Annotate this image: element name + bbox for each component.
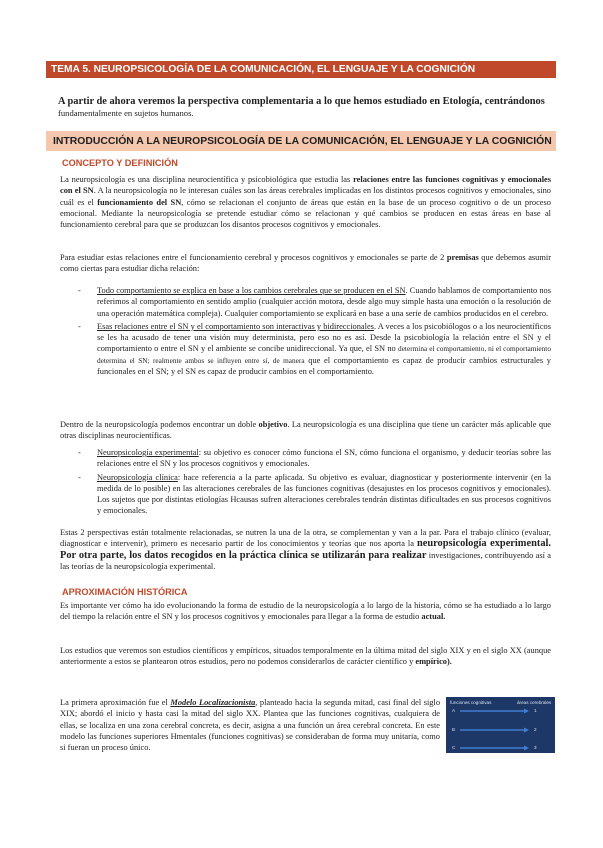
bullet: - bbox=[78, 286, 81, 295]
text-run: : su objetivo es conocer cómo funciona el SN, cómo funciona el organismo, y deducir teorías sobre las relaciones entre el SN y los procesos cognitivos y emocionales. bbox=[97, 448, 551, 469]
text-run: . A veces a los psicobiólogos o a los neurocientíficos se les ha acusado de tener una visión muy determinista, pero eso no es así. Desde la psicobiología la relación entre el SN y el comportamiento o entre el SN y el ambiente se concibe unidireccional. Ya que, el SN no bbox=[97, 321, 551, 354]
arrow-head bbox=[524, 746, 529, 751]
localizacionista-diagram bbox=[446, 697, 555, 753]
underlined-run: Todo comportamiento se explica en base a los cambios cerebrales que se producen en el SN bbox=[97, 286, 406, 295]
historica-paragraph-1 bbox=[60, 600, 551, 623]
text-run: . La neuropsicología es una disciplina que tiene un carácter más aplicable que otras disciplinas neurocientíficas. bbox=[60, 420, 551, 441]
bold-run: neuropsicología experimental. Por otra parte, los datos recogidos en la práctica clínica se utilizarán para realizar bbox=[60, 538, 551, 561]
text-run: . Cuando hablamos de comportamiento nos referimos al comportamiento en sentido amplio (cualquier acción motora, desde algo muy simple hasta una emoción o la resolución de una operación matemática compleja). Cualquier comportamiento se explicará en base a una serie de cambios producidos en el cerebro. bbox=[97, 286, 551, 318]
text-run: , cómo se relacionan el conjunto de áreas que están en la base de un proceso cognitivo o de un proceso emocional. Mediante la neuropsicología se pretende estudiar cómo se relacionan y qué cambios se producen en estas áreas en base al funcionamiento cerebral para que se produzcan los disantos procesos cognitivos y emocionales. bbox=[60, 197, 551, 230]
concepto-paragraph-3 bbox=[60, 419, 551, 442]
underlined-run: Neuropsicología experimental bbox=[97, 448, 199, 457]
text-run: Es importante ver cómo ha ido evolucionando la forma de estudio de la neuropsicología a lo largo de la historia, cómo se ha estudiado a lo largo del tiempo la relación entre el SN y los procesos cognitivos y emocionales para llegar a la forma de estudio bbox=[60, 601, 551, 622]
concepto-paragraph-4 bbox=[60, 527, 551, 572]
text-run: La neuropsicología es una disciplina neurocientífica y psicobiológica que estudia las bbox=[60, 175, 354, 184]
bold-run: objetivo bbox=[258, 420, 288, 429]
text-run: Los estudios que veremos son estudios científicos y empíricos, situados temporalmente en la última mitad del siglo XIX y en el siglo XX (aunque anteriormente a estos se plantearon otros estudios, pero no podemos considerarlos de carácter científico y bbox=[60, 646, 551, 667]
bold-run: actual. bbox=[421, 612, 446, 622]
bold-run: premisas bbox=[446, 253, 479, 262]
text-run: Estas 2 perspectivas están totalmente relacionadas, se nutren la una de la otra, se complementan y van a la par. Para el trabajo clínico (evaluar, diagnosticar e intervenir), primero es necesario partir de los conocimientos y teorías que nos aporta la bbox=[60, 528, 551, 549]
list-item bbox=[78, 285, 551, 319]
bullet: - bbox=[78, 472, 81, 482]
concepto-heading: CONCEPTO Y DEFINICIÓN bbox=[62, 158, 178, 168]
section-title: INTRODUCCIÓN A LA NEUROPSICOLOGÍA DE LA COMUNICACIÓN, EL LENGUAJE Y LA COGNICIÓN bbox=[53, 136, 552, 147]
text-run: Dentro de la neuropsicología podemos encontrar un doble bbox=[60, 420, 259, 429]
underlined-run: Esas relaciones entre el SN y el comportamiento son interactivas y bidireccionales bbox=[97, 321, 374, 331]
bold-run: Modelo Localizacionista bbox=[170, 698, 256, 707]
bold-run: funcionamiento del SN bbox=[97, 197, 182, 207]
text-run: investigaciones, contribuyendo así a las teorías de la neuropsicología experimental. bbox=[60, 550, 551, 571]
objetivos-list bbox=[78, 447, 551, 519]
text-run: La primera aproximación fue el bbox=[60, 698, 171, 707]
tema-title: TEMA 5. NEUROPSICOLOGÍA DE LA COMUNICACIÓN, EL LENGUAJE Y LA COGNICIÓN bbox=[51, 64, 476, 75]
arrow-head bbox=[524, 728, 529, 733]
historica-heading: APROXIMACIÓN HISTÓRICA bbox=[62, 587, 188, 597]
diagram-row-left: A bbox=[452, 708, 456, 713]
concepto-paragraph-1 bbox=[60, 174, 551, 230]
bold-run: relaciones entre las funciones cognitivas y emocionales con el SN bbox=[60, 175, 551, 196]
diagram-row-right: 1 bbox=[534, 708, 537, 713]
arrow-head bbox=[524, 709, 529, 714]
text-run: determina el comportamiento, ni el comportamiento determina el SN; realmente ambos se influyen entre sí, de manera bbox=[97, 344, 551, 365]
list-item bbox=[78, 321, 551, 377]
text-run: que debemos asumir como ciertas para estudiar dicha relación: bbox=[60, 253, 551, 274]
intro-line-2: fundamentalmente en sujetos humanos. bbox=[58, 108, 194, 118]
diagram-row-left: B bbox=[452, 727, 456, 732]
diagram-row-left: C bbox=[452, 745, 456, 750]
bullet: - bbox=[78, 321, 81, 331]
text-run: que el comportamiento es capaz de producir cambios estructurales y funcionales en el SN; y el SN es capaz de producir cambios en el comportamiento. bbox=[97, 355, 551, 377]
text-run: , planteado hacia la segunda mitad, casi final del siglo XIX; abordó el inicio y hasta casi la mitad del siglo XX. Plantea que las funciones cognitivas, cualquiera de ellas, se localiza en una zona cerebral concreta, es decir, asigna a una función un área cerebral concreta. En este modelo las funciones superiores Hmentales (funciones cognitivas) se consideraban de forma muy unitaria, como si fueran un proceso único. bbox=[60, 698, 441, 753]
historica-paragraph-3 bbox=[60, 697, 440, 753]
diagram-right-header: áreas cerebrales bbox=[517, 700, 552, 705]
diagram-arrows bbox=[446, 697, 555, 753]
diagram-left-header: funciones cognitivas bbox=[450, 700, 492, 705]
list-item bbox=[78, 447, 551, 470]
intro-line-1: A partir de ahora veremos la perspectiva complementaria a lo que hemos estudiado en Etología, centrándonos bbox=[58, 96, 545, 107]
intro-paragraph bbox=[58, 95, 552, 119]
text-run: . A la neuropsicología no le interesan cuáles son las áreas cerebrales implicadas en los distintos procesos cognitivos y emocionales, sino cuál es el bbox=[60, 186, 551, 207]
bold-run: empírico). bbox=[415, 657, 452, 667]
underlined-run: Neuropsicología clínica bbox=[97, 472, 178, 482]
bullet: - bbox=[78, 448, 81, 457]
historica-paragraph-2 bbox=[60, 645, 551, 668]
premisas-list bbox=[78, 285, 551, 379]
diagram-row-right: 3 bbox=[534, 745, 537, 750]
text-run: Para estudiar estas relaciones entre el funcionamiento cerebral y procesos cognitivos y emocionales se parte de 2 bbox=[60, 253, 447, 262]
concepto-paragraph-2 bbox=[60, 252, 551, 275]
diagram-row-right: 2 bbox=[534, 727, 537, 732]
list-item bbox=[78, 472, 551, 517]
text-run: : hace referencia a la parte aplicada. Su objetivo es evaluar, diagnosticar y posteriormente intervenir (en la medida de lo posible) en las alteraciones cerebrales de las funciones cognitivas (desajustes en los procesos cognitivos y emocionales). Los sujetos que por distintas etiologías Hcausas sufren alteraciones cerebrales tendrán distintas dificultades en sus procesos cognitivos y emocionales. bbox=[97, 472, 551, 516]
